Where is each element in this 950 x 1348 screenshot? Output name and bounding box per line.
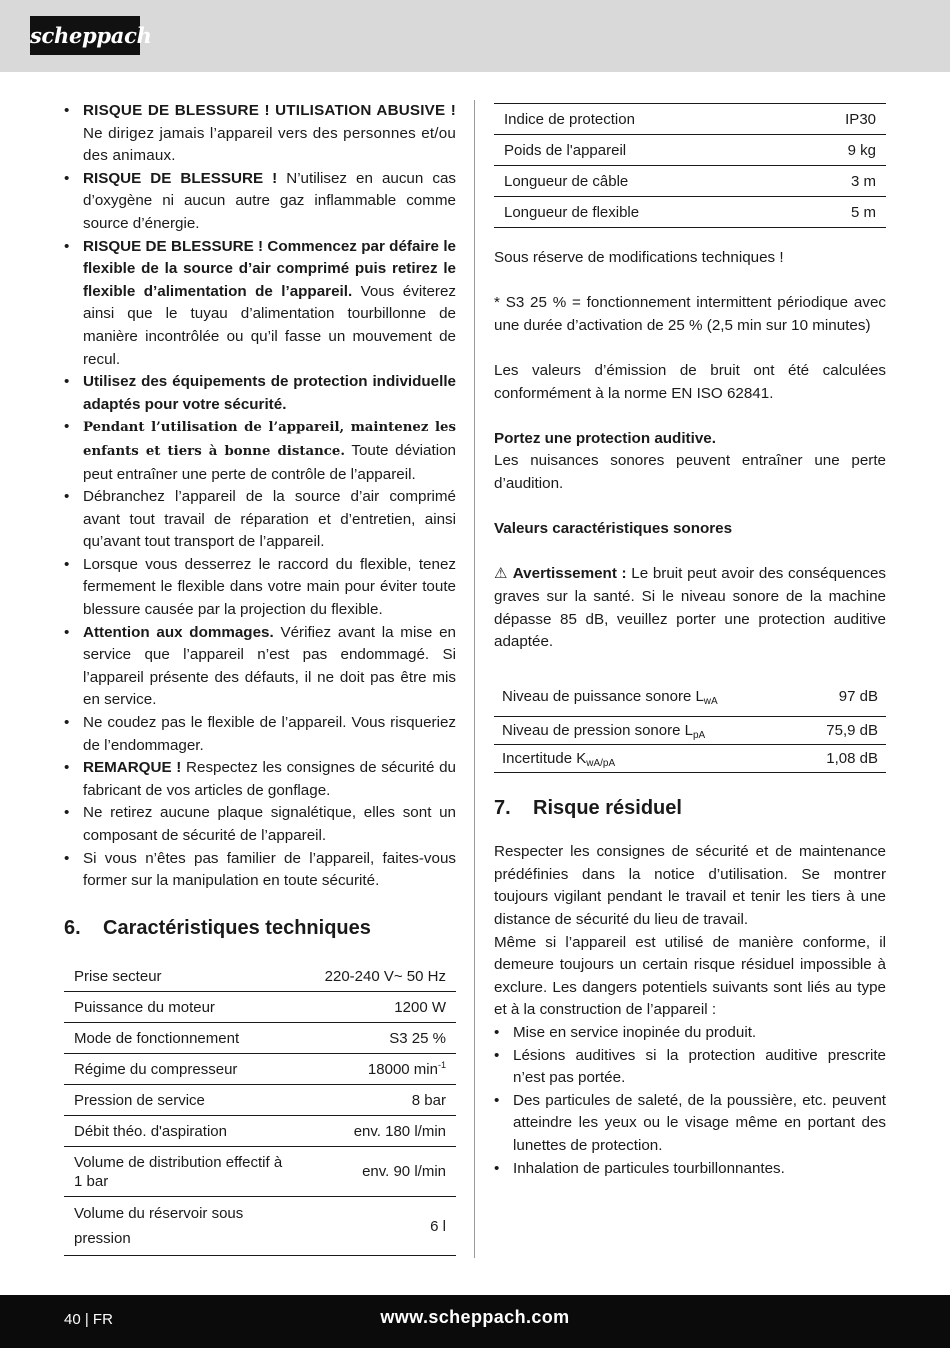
reserve-note: Sous réserve de modifications techniques !	[494, 249, 784, 266]
table-row	[64, 1023, 456, 1054]
spec-value: 6 l	[430, 1217, 446, 1235]
technical-specs-table	[64, 961, 456, 1257]
table-row	[64, 992, 456, 1023]
table-row	[64, 1085, 456, 1116]
sound-title-text: Valeurs caractéristiques sonores	[494, 520, 733, 538]
safety-item-text: Ne retirez aucune plaque signalétique, elles sont un composant de sécurité de l’appareil.	[83, 804, 456, 844]
safety-item	[64, 802, 456, 847]
spec-value-sup: -1	[437, 1059, 446, 1070]
spec-label: Volume du réservoir sous pression	[74, 1205, 244, 1248]
warning-bold: Avertissement :	[512, 565, 627, 583]
sound-value: 1,08 dB	[826, 750, 878, 768]
sound-label	[494, 745, 796, 773]
safety-item	[64, 712, 456, 757]
website-link[interactable]: www.scheppach.com	[380, 1307, 570, 1327]
sound-label-text: Incertitude K	[502, 750, 587, 768]
spec-value: 5 m	[850, 203, 876, 221]
safety-item	[64, 554, 456, 622]
safety-item-bold: RISQUE DE BLESSURE !	[83, 169, 278, 187]
spec-label: Indice de protection	[504, 110, 635, 128]
safety-item	[64, 236, 456, 372]
safety-item-bold: RISQUE DE BLESSURE ! Commencez par défaire le flexible de la source d’air comprimé puis retirez le flexible d’alimentation de l’appareil.	[83, 237, 456, 300]
safety-item	[64, 416, 456, 486]
sound-label-sub: wA	[703, 695, 718, 707]
safety-item	[64, 371, 456, 416]
safety-item-text: Toute déviation peut entraîner une perte de contrôle de l’appareil.	[83, 441, 456, 483]
section-6-heading	[64, 915, 456, 941]
table-row	[64, 1116, 456, 1147]
safety-item	[64, 100, 456, 168]
safety-item	[64, 757, 456, 802]
page-footer	[0, 1295, 950, 1348]
safety-item-bold: RISQUE DE BLESSURE ! UTILISATION ABUSIVE !	[83, 102, 456, 119]
section-7-heading	[494, 795, 886, 821]
spec-label: Poids de l'appareil	[504, 141, 627, 159]
spec-value: 220-240 V~ 50 Hz	[324, 967, 446, 985]
safety-item-text: Vous éviterez ainsi que le tuyau d’alimentation tourbillonne de manière incontrôlée ou qu’il fasse un mouvement de recul.	[83, 282, 456, 368]
risk-paragraph-1: Respecter les consignes de sécurité et de maintenance prédéfinies dans la notice d’utilisation. Se montrer toujours vigilant pendant le travail et tenir les tiers à une distance de sécurité du lieu de travail.	[494, 843, 886, 928]
spec-value	[304, 1054, 456, 1085]
protection-title-text: Portez une protection auditive.	[494, 429, 716, 447]
safety-item	[64, 622, 456, 712]
list-item: • Inhalation de particules tourbillonnantes.	[494, 1158, 886, 1181]
list-item: • Mise en service inopinée du produit.	[494, 1022, 886, 1045]
sound-values-table	[494, 677, 886, 774]
warning-paragraph	[494, 563, 886, 653]
table-row	[64, 1147, 456, 1197]
sound-label-text: Niveau de puissance sonore L	[502, 687, 704, 705]
column-divider	[474, 100, 475, 1258]
section-title: Risque résiduel	[533, 797, 682, 820]
sound-label-sub: pA	[692, 730, 706, 742]
spec-label: Mode de fonctionnement	[74, 1029, 240, 1047]
safety-item-text: Ne coudez pas le flexible de l’appareil. Vous risqueriez de l’endommager.	[83, 714, 456, 754]
table-row	[494, 197, 886, 228]
spec-label: Prise secteur	[74, 967, 162, 985]
safety-item-text: Ne dirigez jamais l’appareil vers des personnes et/ou des animaux.	[83, 124, 456, 165]
technical-specs-table-continued	[494, 103, 886, 228]
spec-label: Pression de service	[74, 1091, 205, 1109]
sound-label-text: Niveau de pression sonore L	[502, 722, 693, 740]
safety-item-bold: Pendant l’utilisation de l’appareil, maintenez les enfants et tiers à bonne distance.	[83, 420, 456, 459]
spec-value: S3 25 %	[389, 1029, 446, 1047]
sound-value: 75,9 dB	[826, 722, 878, 740]
left-column	[64, 100, 456, 1256]
table-row	[494, 135, 886, 166]
section-number: 6.	[64, 916, 81, 939]
warning-text: Le bruit peut avoir des conséquences graves sur la santé. Si le niveau sonore de la machine dépasse 85 dB, veuillez porter une protection auditive adaptée.	[494, 565, 886, 651]
spec-label: Régime du compresseur	[74, 1060, 238, 1078]
safety-item-text: N’utilisez en aucun cas d’oxygène ni aucun autre gaz inflammable comme source d’énergie.	[83, 169, 456, 232]
spec-value: 8 bar	[411, 1091, 446, 1109]
s3-footnote: * S3 25 % = fonctionnement intermittent périodique avec une durée d’activation de 25 % (2,5 min sur 10 minutes)	[494, 294, 886, 334]
spec-value: env. 180 l/min	[353, 1122, 446, 1140]
table-row	[494, 745, 886, 773]
noise-note: Les valeurs d’émission de bruit ont été calculées conformément à la norme EN ISO 62841.	[494, 361, 886, 402]
sound-title	[494, 518, 886, 541]
protection-title	[494, 428, 886, 451]
sound-label	[494, 677, 796, 717]
page-header	[0, 0, 950, 72]
table-row	[494, 717, 886, 745]
safety-item-text: Débranchez l’appareil de la source d’air comprimé avant tout travail de réparation et d’entretien, ainsi qu’avant tout transport de l’appareil.	[83, 488, 456, 551]
section-number: 7.	[494, 797, 511, 820]
sound-label	[494, 717, 796, 745]
table-row	[494, 166, 886, 197]
section-title: Caractéristiques techniques	[103, 916, 371, 939]
safety-item	[64, 486, 456, 554]
safety-item	[64, 168, 456, 236]
sound-label-sub: wA/pA	[586, 758, 616, 770]
table-row	[64, 1054, 456, 1085]
spec-value-text: 18000 min	[367, 1060, 438, 1078]
right-column	[494, 103, 886, 1180]
spec-label: Volume de distribution effectif à 1 bar	[74, 1153, 283, 1190]
table-row	[64, 961, 456, 992]
risk-paragraph-2: Même si l’appareil est utilisé de manière conforme, il demeure toujours un certain risque résiduel impossible à exclure. Les dangers potentiels suivants sont liés au type et à la construction de l’appareil :	[494, 933, 886, 1019]
brand-logo: scheppach	[30, 16, 140, 55]
spec-value: 9 kg	[847, 141, 876, 159]
warning-icon: ⚠	[494, 565, 509, 583]
safety-item-bold: Attention aux dommages.	[83, 623, 274, 641]
safety-item-text: Si vous n’êtes pas familier de l’appareil, faites-vous former sur la manipulation en toute sécurité.	[83, 849, 456, 890]
safety-item-bold: REMARQUE !	[83, 759, 182, 777]
spec-label: Débit théo. d'aspiration	[74, 1122, 227, 1140]
spec-label: Puissance du moteur	[74, 998, 215, 1016]
risk-list	[494, 1022, 886, 1180]
table-row	[494, 104, 886, 135]
spec-value: 1200 W	[394, 998, 446, 1016]
safety-item-text: Vérifiez avant la mise en service que l’appareil n’est pas endommagé. Si l’appareil présente des défauts, il ne doit pas être mis en service.	[83, 623, 456, 709]
sound-value: 97 dB	[838, 687, 878, 705]
list-item: • Lésions auditives si la protection auditive prescrite n’est pas portée.	[494, 1045, 886, 1090]
safety-item-bold: Utilisez des équipements de protection individuelle adaptés pour votre sécurité.	[83, 373, 456, 413]
spec-value: 3 m	[850, 172, 876, 190]
list-item: • Des particules de saleté, de la poussière, etc. peuvent atteindre les yeux ou le visage même en portant des lunettes de protection.	[494, 1090, 886, 1158]
spec-value: IP30	[845, 110, 876, 128]
safety-list	[64, 100, 456, 893]
spec-label: Longueur de câble	[504, 172, 629, 190]
safety-item-text: Lorsque vous desserrez le raccord du flexible, tenez fermement le flexible dans votre main pour éviter toute blessure causée par la projection du flexible.	[83, 555, 456, 619]
safety-item-text: Respectez les consignes de sécurité du fabricant de vos articles de gonflage.	[83, 759, 456, 799]
spec-value: env. 90 l/min	[362, 1163, 446, 1181]
table-row	[64, 1197, 456, 1256]
safety-item	[64, 848, 456, 893]
table-row	[494, 677, 886, 717]
page-number: 40 | FR	[64, 1311, 113, 1328]
protection-text: Les nuisances sonores peuvent entraîner une perte d’audition.	[494, 452, 886, 492]
spec-label: Longueur de flexible	[504, 203, 640, 221]
